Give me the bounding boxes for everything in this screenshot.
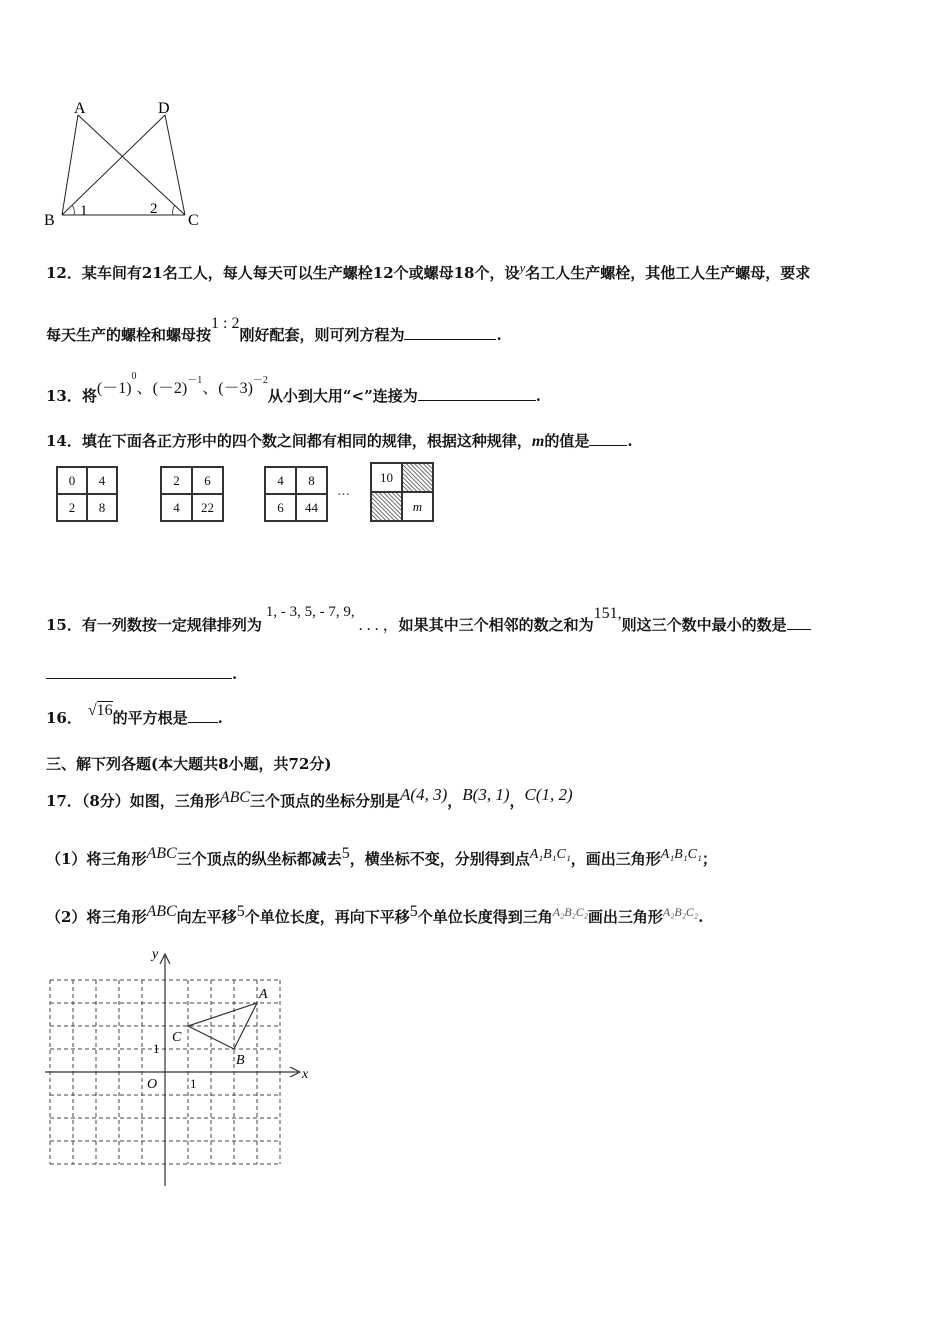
point-C: C	[172, 1030, 182, 1045]
angle-1: 1	[80, 203, 88, 219]
q15-line1: 15．有一列数按一定规律排列为1, - 3, 5, - 7, 9,. . . ，如果其中三个相邻的数之和为151,则这三个数中最小的数是	[46, 612, 811, 635]
ellipsis: …	[337, 484, 350, 499]
number-square-4: 10 m	[370, 462, 434, 522]
q13: 13．将$(-1)^0$、$(-2)^{-1}$、$(-3)^{-2}$从小到大用“<”连接为 .	[46, 371, 541, 405]
point-B: B	[236, 1053, 245, 1068]
point-A: A	[259, 987, 268, 1002]
answer-blank[interactable]	[46, 664, 232, 679]
label-B: B	[44, 212, 55, 229]
answer-blank[interactable]	[589, 431, 627, 446]
angle-2: 2	[150, 201, 158, 217]
q16: 16． √16的平方根是 .	[46, 702, 223, 727]
label-C: C	[188, 212, 199, 229]
y-tick-1: 1	[153, 1041, 160, 1056]
origin-label: O	[147, 1077, 158, 1092]
number-square-3: 4 8 6 44	[264, 466, 328, 522]
x-tick-1: 1	[190, 1076, 197, 1091]
x-axis-label: x	[302, 1067, 309, 1082]
coordinate-grid	[40, 948, 320, 1190]
y-axis-label: y	[152, 948, 159, 962]
number-square-2: 2 6 4 22	[160, 466, 224, 522]
q17-intro: 17．（8分）如图，三角形ABC三个顶点的坐标分别是A(4, 3)，B(3, 1)，C(1, 2)	[46, 785, 573, 810]
number-square-1: 0 4 2 8	[56, 466, 118, 522]
section-heading: 三、解下列各题(本大题共8小题，共72分)	[46, 755, 332, 773]
q17-part2: （2）将三角形ABC向左平移5个单位长度，再向下平移5个单位长度得到三角$^{A_2B_2C_2}$画出三角形$^{A_2B_2C_2}$.	[46, 903, 704, 926]
answer-blank[interactable]	[404, 325, 496, 340]
q14: 14．填在下面各正方形中的四个数之间都有相同的规律，根据这种规律，m的值是 .	[46, 432, 633, 450]
q15-line2: .	[46, 664, 237, 683]
q12-line2: 每天生产的螺栓和螺母按1 : 2刚好配套，则可列方程为 .	[46, 315, 502, 344]
label-D: D	[158, 100, 170, 117]
label-A: A	[74, 100, 86, 117]
q12-line1: 12．某车间有21名工人，每人每天可以生产螺栓12个或螺母18个，设y名工人生产螺栓，其他工人生产螺母，要求	[46, 260, 811, 282]
triangle-figure	[40, 95, 220, 235]
answer-blank[interactable]	[418, 386, 536, 401]
answer-blank[interactable]	[188, 708, 218, 723]
q17-part1: （1）将三角形ABC三个顶点的纵坐标都减去5，横坐标不变，分别得到点A₁B₁C₁，画出三角形A₁B₁C₁；	[46, 845, 717, 868]
